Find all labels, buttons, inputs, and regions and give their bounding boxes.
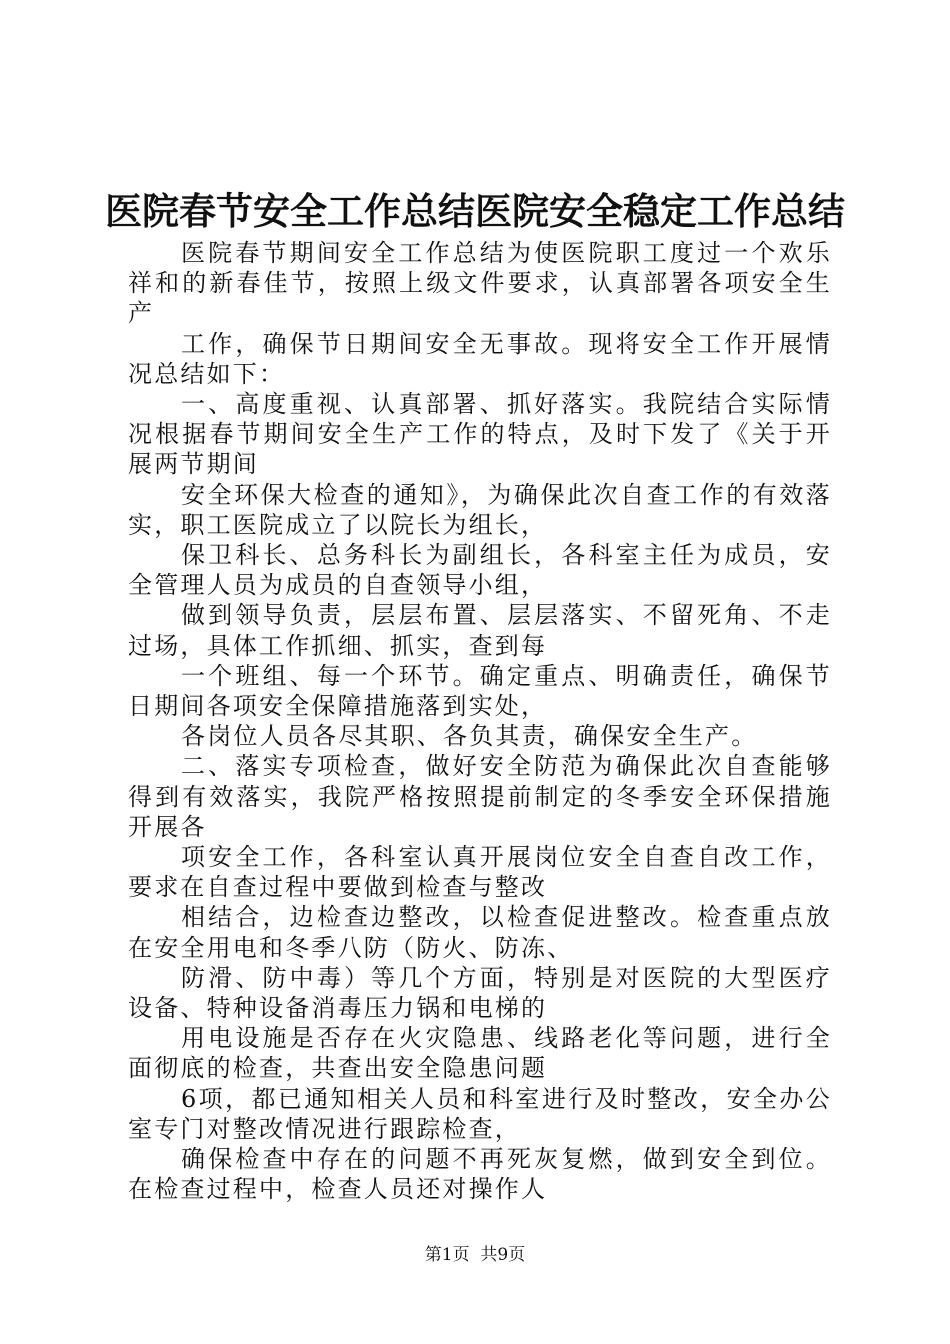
paragraph: 医院春节期间安全工作总结为使医院职工度过一个欢乐祥和的新春佳节，按照上级文件要求，认真部署各项安全生产: [128, 239, 832, 328]
paragraph: 一个班组、每一个环节。确定重点、明确责任，确保节日期间各项安全保障措施落到实处，: [128, 661, 832, 721]
document-body: [128, 238, 832, 1205]
paragraph: 各岗位人员各尽其职、各负其责，确保安全生产。: [181, 722, 758, 751]
paragraph: 保卫科长、总务科长为副组长，各科室主任为成员，安全管理人员为成员的自查领导小组，: [128, 541, 832, 600]
paragraph: 相结合，边检查边整改，以检查促进整改。检查重点放在安全用电和冬季八防（防火、防冻、: [128, 903, 832, 962]
paragraph: 6项，都已通知相关人员和科室进行及时整改，安全办公室专门对整改情况进行跟踪检查，: [128, 1084, 832, 1143]
paragraph: 项安全工作，各科室认真开展岗位安全自查自改工作，要求在自查过程中要做到检查与整改: [128, 843, 832, 902]
page-number-footer: 第1页 共9页: [424, 1245, 526, 1265]
paragraph: 二、落实专项检查，做好安全防范为确保此次自查能够得到有效落实，我院严格按照提前制定的冬季安全环保措施开展各: [128, 752, 832, 841]
paragraph: 一、高度重视、认真部署、抓好落实。我院结合实际情况根据春节期间安全生产工作的特点，及时下发了《关于开展两节期间: [128, 390, 832, 479]
paragraph: 安全环保大检查的通知》，为确保此次自查工作的有效落实，职工医院成立了以院长为组长，: [128, 480, 832, 539]
paragraph: 确保检查中存在的问题不再死灰复燃，做到安全到位。在检查过程中，检查人员还对操作人: [128, 1145, 832, 1204]
paragraph: 工作，确保节日期间安全无事故。现将安全工作开展情况总结如下：: [128, 329, 832, 388]
paragraph: 用电设施是否存在火灾隐患、线路老化等问题，进行全面彻底的检查，共查出安全隐患问题: [128, 1024, 832, 1083]
paragraph: 做到领导负责，层层布置、层层落实、不留死角、不走过场，具体工作抓细、抓实，查到每: [128, 601, 832, 660]
document-title: 医院春节安全工作总结医院安全稳定工作总结: [105, 189, 845, 233]
paragraph: 防滑、防中毒）等几个方面，特别是对医院的大型医疗设备、特种设备消毒压力锅和电梯的: [128, 963, 832, 1023]
